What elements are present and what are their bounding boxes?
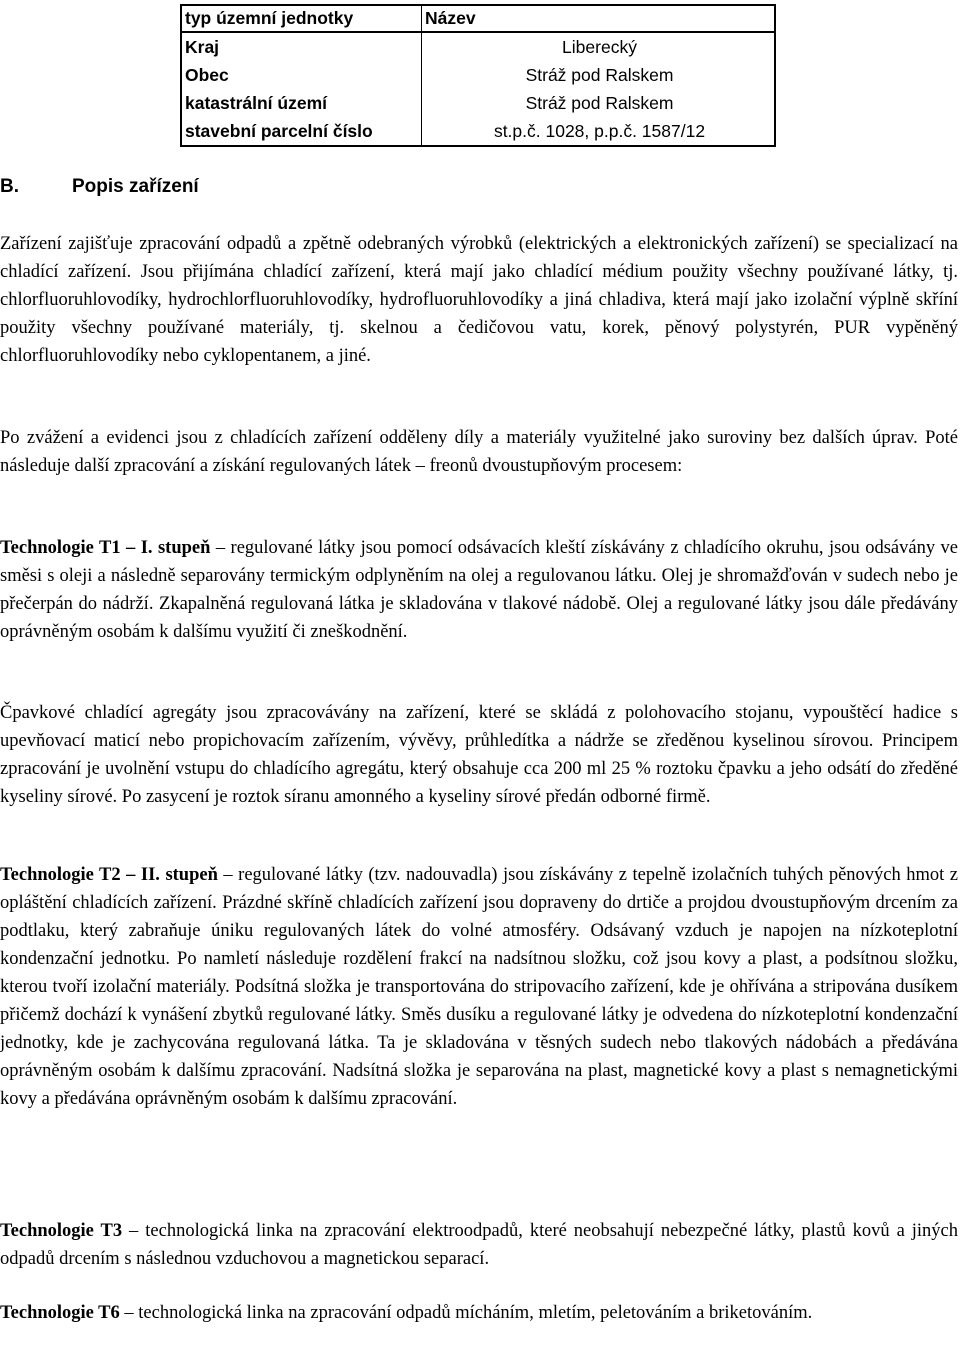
row-label: katastrální území [181,89,422,117]
table-header-name: Název [422,5,776,32]
t1-heading: Technologie T1 – I. stupeň [0,538,211,558]
t1-body: – regulované látky jsou pomocí odsávacích kleští získávány z chladícího okruhu, jsou odsávány ve směsi s oleji a následně separovány termickým odplyněním na olej a regulovanou látku. Olej je shromažďován v sudech nebo je přečerpán do nádrží. Zkapalněná regulovaná látka je skladována v tlakové nádobě. Olej a regulované látky jsou dále předávány oprávněným osobám k dalšímu využití či zneškodnění. [0,538,958,642]
t2-heading: Technologie T2 – II. stupeň [0,865,218,885]
t3-body: – technologická linka na zpracování elektroodpadů, které neobsahují nebezpečné látky, plastů kovů a jiných odpadů drcením s následnou vzduchovou a magnetickou separací. [0,1221,958,1269]
paragraph-t3 [0,1217,958,1273]
row-label: stavební parcelní číslo [181,117,422,146]
paragraph-ammonia: Čpavkové chladící agregáty jsou zpracovávány na zařízení, které se skládá z polohovacího stojanu, vypouštěcí hadice s upevňovací maticí nebo propichovacím zařízením, vývěvy, průhledítka a nádrže se zředěnou kyselinou sírovou. Principem zpracování je uvolnění vstupu do chladícího agregátu, který obsahuje cca 200 ml 25 % roztoku čpavku a jeho odsátí do zředěné kyseliny sírové. Po zasycení je roztok síranu amonného a kyseliny sírové předán odborné firmě. [0,703,958,807]
t3-heading: Technologie T3 [0,1221,123,1241]
row-label: Kraj [181,32,422,61]
paragraph-evidence: Po zvážení a evidenci jsou z chladících zařízení odděleny díly a materiály využitelné jako suroviny bez dalších úprav. Poté následuje další zpracování a získání regulovaných látek – freonů dvoustupňovým procesem: [0,428,958,476]
paragraph-intro: Zařízení zajišťuje zpracování odpadů a zpětně odebraných výrobků (elektrických a elektronických zařízení) se specializací na chladící zařízení. Jsou přijímána chladící zařízení, která mají jako chladící médium použity všechny používané látky, tj. chlorfluoruhlovodíky, hydrochlorfluoruhlovodíky, hydrofluoruhlovodíky a jiná chladiva, která mají jako izolační výplně skříní použity všechny používané materiály, tj. skelnou a čedičovou vatu, korek, pěnový polystyrén, PUR vypěněný chlorfluoruhlovodíky nebo cyklopentanem, a jiné. [0,234,958,366]
section-heading [0,176,199,198]
table-header-row [181,5,775,32]
row-label: Obec [181,61,422,89]
section-letter: B. [0,176,19,197]
table-header-type: typ územní jednotky [181,5,422,32]
row-value: Stráž pod Ralskem [525,93,674,113]
paragraph-t2 [0,861,958,1113]
t6-heading: Technologie T6 [0,1303,120,1323]
t6-body: – technologická linka na zpracování odpadů mícháním, mletím, peletováním a briketováním. [119,1303,813,1323]
paragraph-t6 [0,1299,958,1327]
t2-body: – regulované látky (tzv. nadouvadla) jsou získávány z tepelně izolačních tuhých pěnových hmot z opláštění chladících zařízení. Prázdné skříně chladících zařízení jsou dopraveny do drtiče a projdou dvoustupňovým drcením za podtlaku, který zabraňuje úniku regulovaných látek do volné atmosféry. Odsávaný vzduch je napojen na nízkoteplotní kondenzační jednotku. Po namletí následuje rozdělení frakcí na nadsítnou složku, což jsou kovy a plast, a podsítnou složku, kterou tvoří izolační materiály. Podsítná složka je transportována do stripovacího zařízení, kde je ohřívána a stripována dusíkem přičemž dochází k vynášení zbytků regulované látky. Směs dusíku a regulované látky je odvedena do nízkoteplotní kondenzační jednotky, kde je zachycována regulovaná látka. Ta je skladována v těsných sudech nebo tlakových nádobách a předávána oprávněným osobám k dalšímu zpracování. Nadsítná složka je separována na plast, magnetické kovy a plast s nemagnetickými kovy a předávána oprávněným osobám k dalšímu zpracování. [0,865,958,1109]
row-value: Liberecký [562,37,637,57]
table-row [181,89,775,117]
territory-table [180,4,776,147]
section-title: Popis zařízení [72,176,199,197]
row-value: Stráž pod Ralskem [525,65,674,85]
table-row [181,32,775,61]
paragraph-t1 [0,534,958,646]
table-row [181,61,775,89]
table-row [181,117,775,146]
row-value: st.p.č. 1028, p.p.č. 1587/12 [493,121,706,141]
